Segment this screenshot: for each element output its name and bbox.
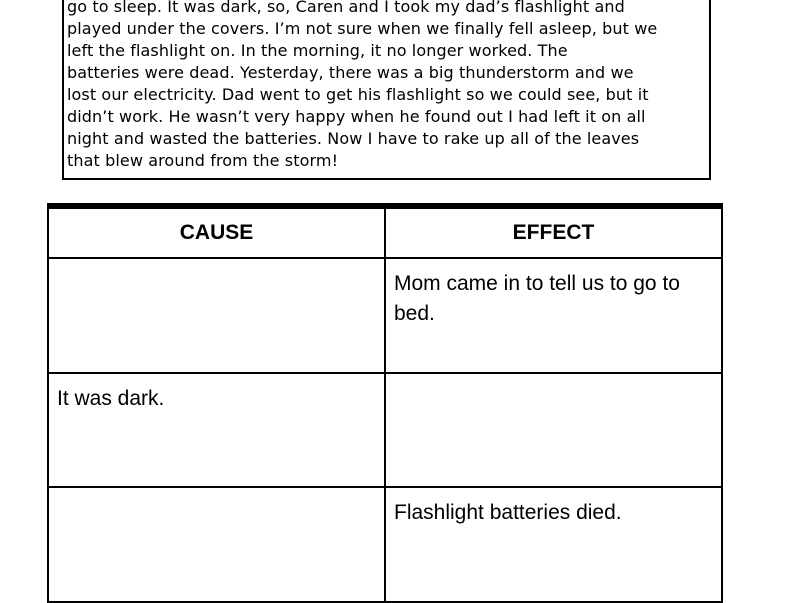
cause-cell[interactable] [48, 487, 385, 602]
effect-cell[interactable]: Mom came in to tell us to go to bed. [385, 258, 722, 373]
effect-cell[interactable]: Flashlight batteries died. [385, 487, 722, 602]
passage-line: left the flashlight on. In the morning, it no longer worked. The [67, 41, 568, 60]
story-passage-box [62, 0, 711, 180]
passage-line: batteries were dead. Yesterday, there was a big thunderstorm and we [67, 63, 634, 82]
passage-line: didn’t work. He wasn’t very happy when he found out I had left it on all [67, 107, 646, 126]
effect-cell[interactable] [385, 373, 722, 488]
cause-cell[interactable] [48, 258, 385, 373]
table-header-row [48, 206, 722, 258]
table-row [48, 373, 722, 488]
passage-line: go to sleep. It was dark, so, Caren and I took my dad’s flashlight and [67, 0, 625, 16]
cause-column-header: CAUSE [48, 206, 385, 258]
table-row [48, 487, 722, 602]
cause-effect-table [47, 203, 723, 603]
passage-line: played under the covers. I’m not sure when we finally fell asleep, but we [67, 19, 658, 38]
table-row [48, 258, 722, 373]
effect-column-header: EFFECT [385, 206, 722, 258]
passage-line: lost our electricity. Dad went to get his flashlight so we could see, but it [67, 85, 649, 104]
passage-line: that blew around from the storm! [67, 151, 339, 170]
story-passage-text [67, 0, 657, 172]
cause-cell[interactable]: It was dark. [48, 373, 385, 488]
passage-line: night and wasted the batteries. Now I have to rake up all of the leaves [67, 129, 640, 148]
